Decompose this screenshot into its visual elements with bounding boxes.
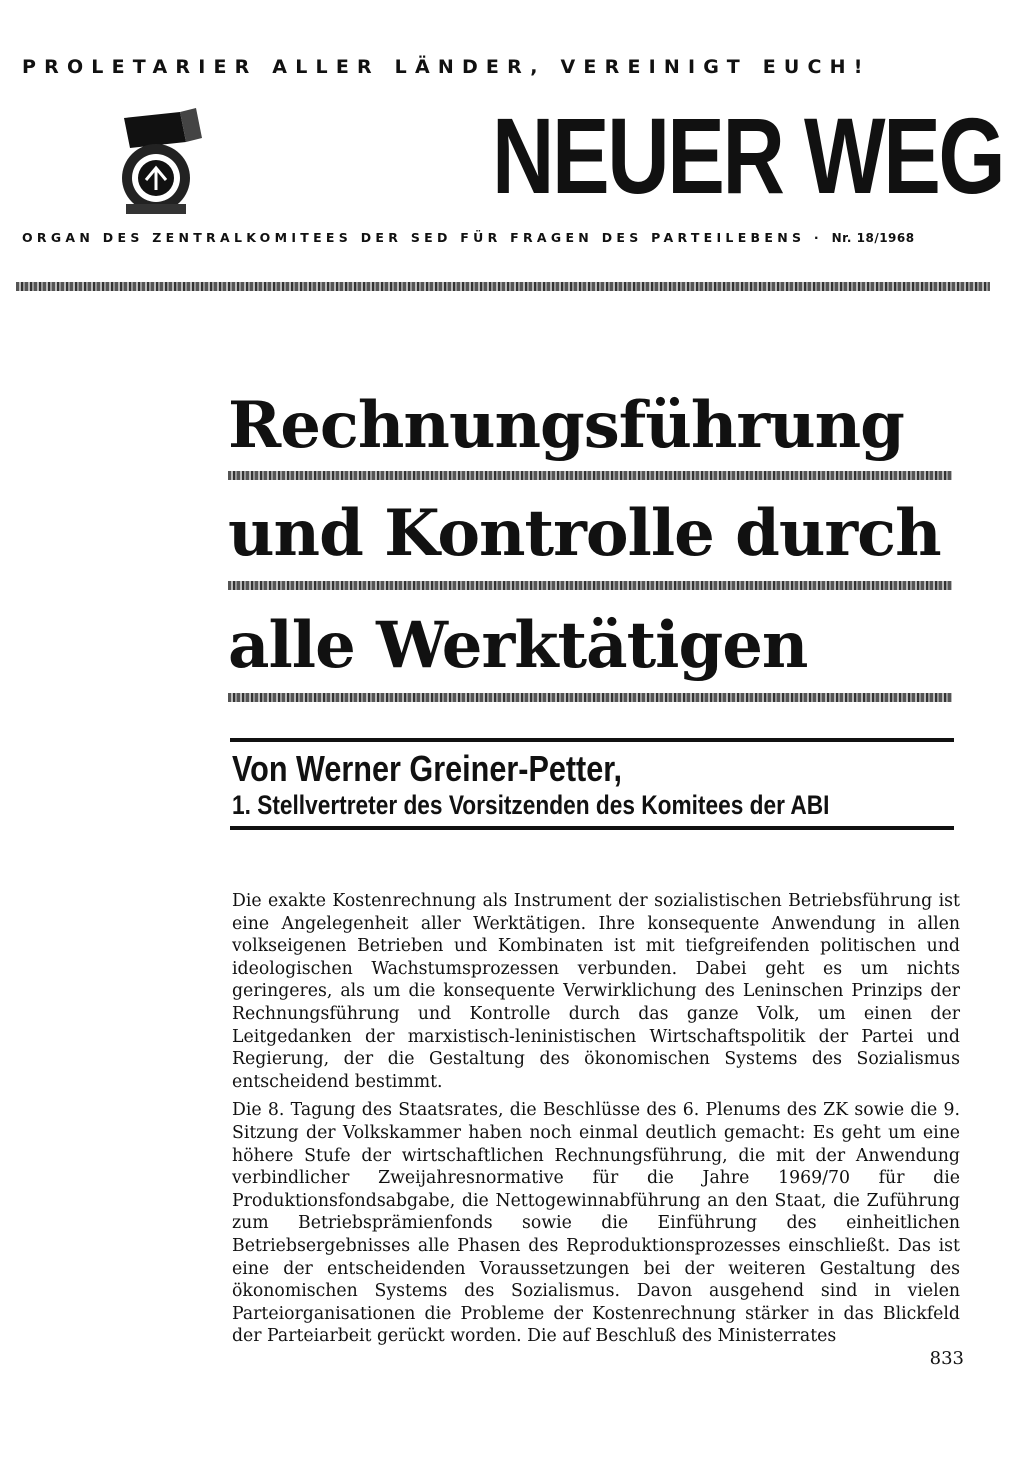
headline-divider-2 — [228, 581, 952, 590]
headline-line-2: und Kontrolle durch — [228, 496, 941, 571]
issue-number: Nr. 18/1968 — [831, 231, 915, 245]
organ-text: ORGAN DES ZENTRALKOMITEES DER SED FÜR FRAGEN DES PARTEILEBENS · — [22, 230, 823, 245]
headline-divider-1 — [228, 471, 952, 480]
headline-line-1: Rechnungsführung — [228, 388, 904, 463]
byline-bottom-rule — [230, 826, 954, 830]
paragraph-1: Die exakte Kostenrechnung als Instrument der sozialistischen Betriebsführung ist eine Angelegenheit aller Werktätigen. Ihre konsequente Anwendung in allen volkseigenen Betrieben und Kombinaten ist mit tiefgreifenden politischen und ideologischen Wachstumsprozessen verbunden. Dabei geht es um nichts geringeres, als um die konsequente Verwirklichung des Leninschen Prinzips der Rechnungsführung und Kontrolle durch das ganze Volk, um einen der Leitgedanken der marxistisch-leninistischen Wirtschaftspolitik der Partei und Regierung, der die Gestaltung des ökonomischen Systems des Sozialismus entscheidend bestimmt. — [232, 891, 960, 1092]
party-emblem-icon — [110, 108, 210, 218]
masthead-divider — [16, 282, 990, 291]
paragraph-2: Die 8. Tagung des Staatsrates, die Beschlüsse des 6. Plenums des ZK sowie die 9. Sitzung der Volkskammer haben noch einmal deutlich gemacht: Es geht um eine höhere Stufe der wirtschaftlichen Rechnungsführung, die mit der Anwendung verbindlicher Zweijahresnormative für die Jahre 1969/70 für die Produktionsfondsabgabe, die Nettogewinnabführung an den Staat, die Zuführung zum Betriebsprämienfonds sowie die Einführung des einheitlichen Betriebsergebnisses alle Phasen des Reproduktionsprozesses einschließt. Das ist eine der entscheidenden Voraussetzungen bei der weiteren Gestaltung des ökonomischen Systems des Sozialismus. Davon ausgehend sind in vielen Parteiorganisationen die Probleme der Kostenrechnung stärker in das Blickfeld der Parteiarbeit gerückt worden. Die auf Beschluß des Ministerrates — [232, 1100, 960, 1347]
headline-divider-3 — [228, 693, 952, 702]
party-motto: PROLETARIER ALLER LÄNDER, VEREINIGT EUCH! — [22, 56, 871, 78]
page-number: 833 — [929, 1348, 964, 1369]
organ-subtitle — [22, 230, 982, 245]
headline-line-3: alle Werktätigen — [228, 608, 808, 683]
byline-top-rule — [230, 738, 954, 742]
article-body — [232, 890, 960, 1354]
byline-author: Von Werner Greiner-Petter, — [232, 748, 622, 789]
byline-role: 1. Stellvertreter des Vorsitzenden des Komitees der ABI — [232, 790, 830, 820]
masthead-title: NEUER WEG — [492, 95, 1004, 216]
